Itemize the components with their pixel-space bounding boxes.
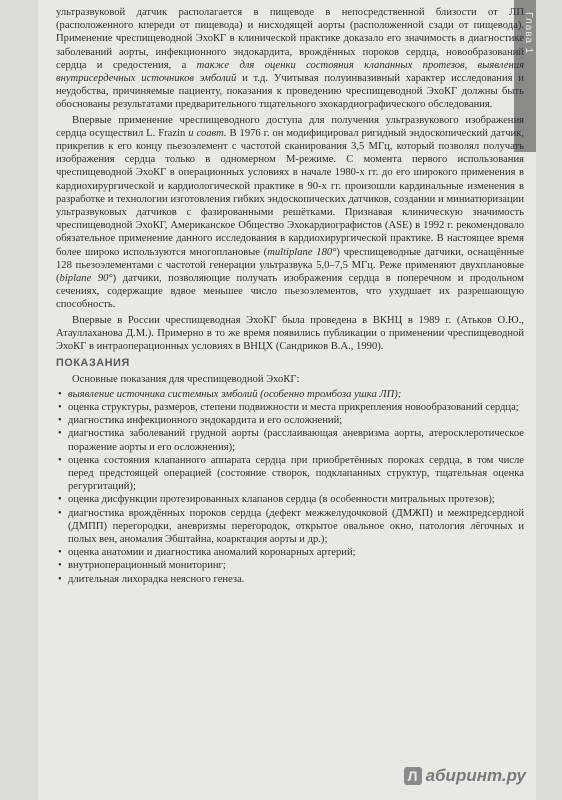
text-run: ультразвуковой датчик располагается в пищеводе в непосредственной близости от ЛП (расположенного кпереди от пищевода) и нисходящей аорты (расположенной сзади от пищевода). Применение чреспищеводной ЭхоКГ в клинической практике доказало его значимость в диагностике заболеваний аорты, инфекционного эндокардита, врождённых пороков сердца, новообразований сердца и средостения, а (56, 7, 524, 71)
labirint-logo-icon: Л (404, 767, 422, 785)
paragraph-1 (56, 6, 524, 112)
list-item: • оценка состояния клапанного аппарата сердца при приобретённых пороках сердца, в том числе перед предстоящей операцией (состояние створок, подклапанных структур, тщательная оценка регургитаций); (56, 454, 524, 494)
text-run: Впервые в России чреспищеводная ЭхоКГ была проведена в ВКНЦ в 1989 г. (Атьков О.Ю., Атауллаханова Д.М.). Примерно в то же время появились публикации о применении чреспищеводной ЭхоКГ в интраоперационных условиях в ВНЦХ (Сандриков В.А., 1990). (56, 314, 524, 353)
list-item: • выявление источника системных эмболий (особенно тромбоза ушка ЛП); (56, 388, 524, 401)
list-item: • длительная лихорадка неясного генеза. (56, 573, 524, 586)
italic-text-run: biplane 90° (59, 273, 113, 285)
text-run: Впервые применение чреспищеводного доступа для получения ультразвукового изображения сердца осуществил L. Frazin (56, 114, 524, 139)
list-item: • оценка анатомии и диагностика аномалий коронарных артерий; (56, 546, 524, 559)
section-heading: ПОКАЗАНИЯ (56, 357, 130, 370)
indications-list (56, 388, 524, 586)
text-run: и т.д. Учитывая полуинвазивный характер исследования и неудобства, причиняемые пациенту, показания к проведению чреспищеводной ЭхоКГ должны быть обоснованы результатами предварительного тщательного эхокардиографического обследования. (56, 73, 524, 111)
list-item: • оценка дисфункции протезированных клапанов сердца (в особенности митральных протезов); (56, 493, 524, 506)
list-item: • оценка структуры, размеров, степени подвижности и места прикрепления новообразований сердца; (56, 401, 524, 414)
list-item: • диагностика инфекционного эндокардита и его осложнений; (56, 414, 524, 427)
text-run: ) чреспищеводные датчики, оснащённые 128 пьезоэлементами с частотой генерации ультразвука 5,0–7,5 МГц. Реже применяют двухплановые ( (56, 246, 524, 285)
list-item: • диагностика врождённых пороков сердца (дефект межжелудочковой (ДМЖП) и межпредсердной (ДМПП) перегородки, аневризмы перегородок, открытое овальное окно, патология лёгочных и полых вен, аномалия Эбштайна, коарктация аорты и др.); (56, 507, 524, 547)
page-content (56, 6, 524, 586)
italic-text-run: multiplane 180° (267, 246, 337, 258)
paragraph-2 (56, 114, 524, 312)
labirint-watermark (404, 766, 526, 786)
italic-text-run: и соавт. (188, 127, 227, 139)
book-page (38, 0, 536, 800)
italic-text-run: также для оценки состояния клапанных протезов, выявления внутрисердечных источников эмболий (56, 59, 524, 85)
watermark-text: абиринт.ру (425, 766, 526, 785)
paragraph-3 (56, 314, 524, 354)
text-run: ) датчики, позволяющие получать изображения сердца в поперечном и продольном сечениях, содержащие вдвое меньшее число пьезоэлементов, что ухудшает их разрешающую способность. (56, 273, 524, 311)
text-run: В 1976 г. он модифицировал ригидный эндоскопический датчик, прикрепив к его концу пьезоэлемент с частотой сканирования 3,5 МГц, который позволял получать изображения сердца только в одномерном М-режиме. С момента первого использования чреспищеводной ЭхоКГ в операционных условиях в начале 1980-х гг. до его широкого применения в кардиохирургической и кардиологической практике в 90-х гг. произошли кардинальные изменения в разработке и технологии изготовления гибких эндоскопических датчиков, создании и миниатюризации ультразвуковых датчиков с фазированными решётками. Признавая клиническую значимость чреспищеводной ЭхоКГ, Американское Общество Эхокардиографистов (ASE) в 1992 г. рекомендовало обязательное применение данного исследования в кардиохирургической практике. В настоящее время более широко используются многоплановые ( (56, 127, 525, 258)
chapter-tab-label: Глава 1 (523, 12, 534, 55)
list-item: • внутриоперационный мониторинг; (56, 559, 524, 572)
list-item: • диагностика заболеваний грудной аорты (расслаивающая аневризма аорты, атеросклеротическое поражение аорты и его осложнения); (56, 427, 524, 453)
section-intro: Основные показания для чреспищеводной ЭхоКГ: (72, 374, 300, 386)
